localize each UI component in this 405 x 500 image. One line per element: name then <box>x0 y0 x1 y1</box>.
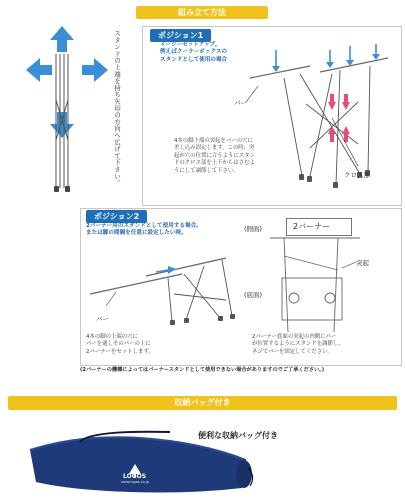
position1-cross-label: クロス部 <box>344 171 370 179</box>
position2-note-right-line: が位置するようにスタンドを調節し、 <box>252 341 344 348</box>
position2-stand-illustration <box>86 244 246 324</box>
position2-bottom-label: (底面) <box>244 291 263 299</box>
position1-bar-label: バー <box>234 99 247 107</box>
bag-logo: LOGOS <box>123 473 147 480</box>
assembly-vertical-text: スタンドの上端を持ち矢印の方向へ広げて下さい。 <box>113 30 120 187</box>
position2-note-left <box>86 334 186 356</box>
position1-note-line: 差し込み固定します。この時、突 <box>174 145 255 152</box>
position2-side-label: (側面) <box>244 225 263 233</box>
position2-note-left-line: バーを通しそのバーの上に <box>86 341 151 348</box>
position1-note-line: ドのクロス部を上下からはさむよ <box>174 160 255 167</box>
position2-note-right <box>252 334 398 356</box>
assembly-header: 組み立て方法 <box>136 6 268 19</box>
position1-tag: ポジション1 <box>150 29 211 42</box>
position2-heading <box>86 223 256 238</box>
position2-note-left-line: 4本の脚の上端の穴に <box>86 334 138 340</box>
position1-note-line: 4本の脚上端の突起をバーの穴に <box>174 138 253 144</box>
stand-expand-illustration <box>0 20 120 200</box>
bag-header: 収納バッグ付き <box>8 396 397 410</box>
position2-note-right-line: ネジでバーを固定してください。 <box>252 348 333 355</box>
position2-note-right-line: 2バーナー底面の突起の内側にバー <box>252 334 337 340</box>
position2-tag: ポジション2 <box>86 210 147 223</box>
bag-logo-url: www.logos.co.jp <box>121 480 150 484</box>
position1-note-line: 起が穴の位置に合うようにスタン <box>174 152 255 159</box>
footnote: (2バーナーの機種によってはバーナースタンドとして使用できない場合がありますのでご了承ください。) <box>80 367 325 373</box>
position1-note <box>174 138 286 175</box>
position1-note-line: うにして調節して下さい。 <box>174 167 239 174</box>
position2-side-diagram <box>260 236 370 336</box>
bag-caption: 便利な収納バッグ付き <box>198 431 278 440</box>
position2-heading-line: 2バーナー用のスタンドとして使用する場合。 <box>86 223 202 229</box>
position1-heading-line: スタンドとして使用の場合 <box>160 56 228 63</box>
position1-heading-line: 例えばクーラーボックスの <box>160 49 228 56</box>
position2-bar-label: バー <box>96 315 109 323</box>
position2-heading-line: または脚の間隔を任意に設定したい時。 <box>86 230 187 237</box>
position1-heading-line: イージーセットアップ。 <box>160 42 221 48</box>
protrusion-label: 突起 <box>356 259 369 267</box>
storage-bag-image <box>20 420 260 500</box>
position2-note-left-line: 2バーナーをセットします。 <box>86 348 154 355</box>
burner-label: 2バーナー <box>293 222 331 231</box>
